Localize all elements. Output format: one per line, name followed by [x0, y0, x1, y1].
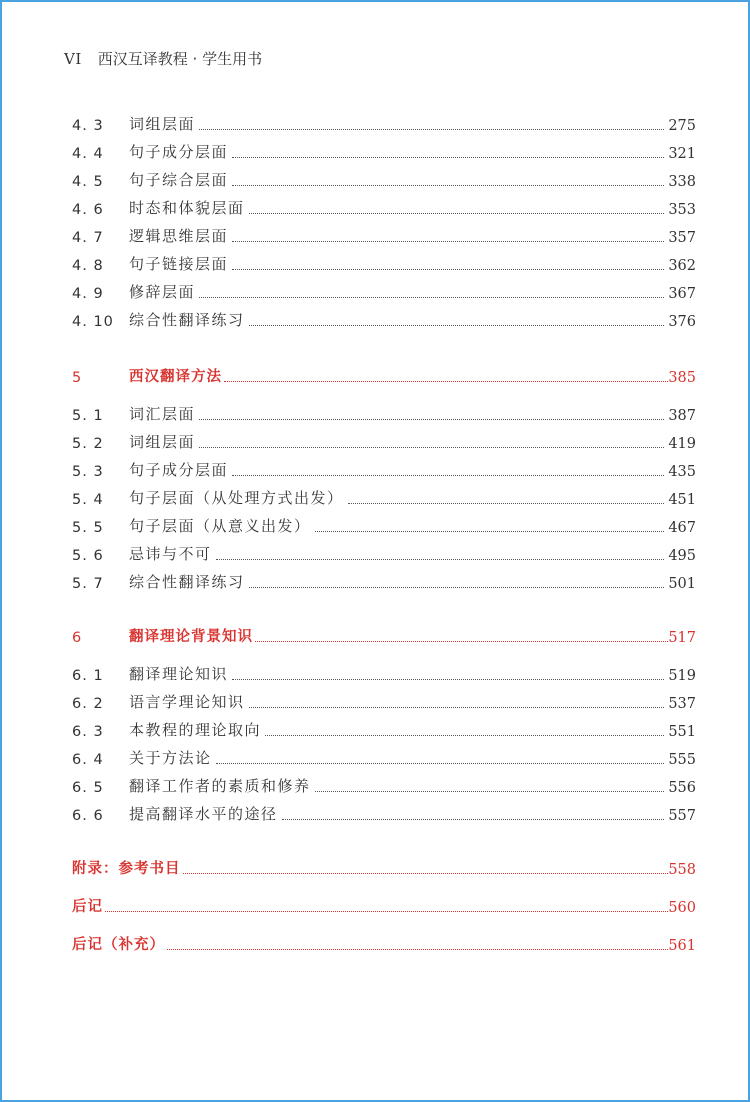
dot-leader	[199, 447, 664, 448]
dot-leader	[232, 185, 664, 186]
toc-entry-title: 综合性翻译练习	[129, 573, 245, 591]
dot-leader	[224, 381, 668, 382]
toc-entry[interactable]	[72, 194, 696, 218]
toc-entry-page: 435	[668, 464, 696, 480]
dot-leader	[232, 679, 664, 680]
toc-entry-title: 语言学理论知识	[129, 693, 245, 711]
chapter-page: 517	[668, 630, 696, 646]
chapter-page: 385	[668, 370, 696, 386]
toc-entry-number: 5. 3	[72, 464, 104, 480]
toc-entry-number: 6. 3	[72, 724, 104, 740]
toc-entry-number: 6. 1	[72, 668, 104, 684]
toc-entry-page: 321	[668, 146, 696, 162]
toc-entry-page: 387	[668, 408, 696, 424]
dot-leader	[232, 269, 664, 270]
dot-leader	[232, 241, 664, 242]
toc-entry-title: 句子综合层面	[129, 171, 229, 189]
toc-entry-number: 6. 5	[72, 780, 104, 796]
toc-entry-number: 4. 9	[72, 286, 104, 302]
toc-entry-number: 4. 8	[72, 258, 104, 274]
toc-chapter-6[interactable]	[72, 622, 696, 646]
toc-entry-number: 5. 1	[72, 408, 104, 424]
toc-entry-title: 句子层面（从处理方式出发）	[129, 489, 344, 507]
toc-entry-page: 353	[668, 202, 696, 218]
toc-entry-number: 5. 7	[72, 576, 104, 592]
toc-entry[interactable]	[72, 222, 696, 246]
toc-entry[interactable]	[72, 772, 696, 796]
dot-leader	[249, 587, 664, 588]
toc-entry-title: 翻译工作者的素质和修养	[129, 777, 311, 795]
toc-entry-page: 495	[668, 548, 696, 564]
dot-leader	[199, 419, 664, 420]
toc-entry-title: 综合性翻译练习	[129, 311, 245, 329]
toc-entry-title: 本教程的理论取向	[129, 721, 262, 739]
dot-leader	[315, 791, 664, 792]
toc-entry-page: 557	[668, 808, 696, 824]
toc-entry-page: 376	[668, 314, 696, 330]
header-book-title: 西汉互译教程 · 学生用书	[97, 50, 263, 68]
toc-entry[interactable]	[72, 568, 696, 592]
toc-entry-number: 4. 6	[72, 202, 104, 218]
toc-entry-number: 4. 3	[72, 118, 104, 134]
toc-entry-page: 275	[668, 118, 696, 134]
appendix-page: 558	[668, 862, 696, 878]
toc-chapter-5[interactable]	[72, 362, 696, 386]
toc-entry-number: 5. 6	[72, 548, 104, 564]
toc-entry-number: 6. 2	[72, 696, 104, 712]
toc-entry-page: 467	[668, 520, 696, 536]
running-header	[64, 48, 262, 69]
toc-entry-page: 367	[668, 286, 696, 302]
dot-leader	[105, 911, 668, 912]
toc-entry-page: 555	[668, 752, 696, 768]
toc-entry-page: 362	[668, 258, 696, 274]
toc-entry[interactable]	[72, 688, 696, 712]
toc-entry[interactable]	[72, 166, 696, 190]
toc-entry[interactable]	[72, 138, 696, 162]
toc-entry-title: 句子成分层面	[129, 143, 229, 161]
toc-entry-page: 537	[668, 696, 696, 712]
toc-entry-title: 词汇层面	[129, 405, 196, 423]
toc-entry-title: 翻译理论知识	[129, 665, 229, 683]
appendix-page: 561	[668, 938, 696, 954]
toc-entry[interactable]	[72, 540, 696, 564]
toc-entry-number: 5. 4	[72, 492, 104, 508]
toc-entry-title: 忌讳与不可	[129, 545, 212, 563]
toc-entry[interactable]	[72, 110, 696, 134]
dot-leader	[216, 763, 664, 764]
toc-entry-page: 357	[668, 230, 696, 246]
toc-entry[interactable]	[72, 484, 696, 508]
toc-entry[interactable]	[72, 400, 696, 424]
toc-entry[interactable]	[72, 428, 696, 452]
dot-leader	[249, 325, 664, 326]
dot-leader	[232, 475, 664, 476]
toc-entry-title: 时态和体貌层面	[129, 199, 245, 217]
toc-entry-title: 句子成分层面	[129, 461, 229, 479]
toc-entry-number: 6. 6	[72, 808, 104, 824]
dot-leader	[249, 707, 664, 708]
toc-entry-page: 556	[668, 780, 696, 796]
toc-entry-title: 句子层面（从意义出发）	[129, 517, 311, 535]
toc-entry-number: 4. 5	[72, 174, 104, 190]
dot-leader	[282, 819, 664, 820]
header-page-numeral: VI	[64, 49, 82, 68]
toc-entry-page: 419	[668, 436, 696, 452]
toc-entry-title: 提高翻译水平的途径	[129, 805, 278, 823]
dot-leader	[255, 641, 668, 642]
appendix-page: 560	[668, 900, 696, 916]
appendix-title: 附录：参考书目	[72, 861, 181, 877]
appendix-title: 后记（补充）	[72, 937, 165, 953]
toc-entry-title: 修辞层面	[129, 283, 196, 301]
toc-entry-page: 338	[668, 174, 696, 190]
toc-entry-number: 4. 7	[72, 230, 104, 246]
dot-leader	[265, 735, 664, 736]
toc-entry-page: 501	[668, 576, 696, 592]
toc-entry-page: 519	[668, 668, 696, 684]
toc-appendix-bibliography[interactable]	[72, 854, 696, 878]
dot-leader	[216, 559, 664, 560]
toc-afterword[interactable]	[72, 892, 696, 916]
chapter-title: 西汉翻译方法	[129, 369, 222, 385]
dot-leader	[183, 873, 669, 874]
toc-entry-number: 5. 5	[72, 520, 104, 536]
toc-entry[interactable]	[72, 744, 696, 768]
toc-entry[interactable]	[72, 716, 696, 740]
chapter-number: 5	[72, 370, 83, 386]
toc-entry-number: 4. 10	[72, 314, 114, 330]
toc-entry-title: 逻辑思维层面	[129, 227, 229, 245]
dot-leader	[199, 129, 664, 130]
toc-entry-number: 6. 4	[72, 752, 104, 768]
toc-entry-title: 关于方法论	[129, 749, 212, 767]
toc-entry-page: 451	[668, 492, 696, 508]
dot-leader	[315, 531, 664, 532]
toc-entry-title: 词组层面	[129, 433, 196, 451]
toc-entry[interactable]	[72, 250, 696, 274]
appendix-title: 后记	[72, 899, 103, 915]
toc-entry[interactable]	[72, 278, 696, 302]
toc-entry[interactable]	[72, 660, 696, 684]
toc-entry-page: 551	[668, 724, 696, 740]
chapter-number: 6	[72, 630, 83, 646]
dot-leader	[199, 297, 664, 298]
toc-entry-title: 句子链接层面	[129, 255, 229, 273]
toc-entry-number: 4. 4	[72, 146, 104, 162]
chapter-title: 翻译理论背景知识	[129, 629, 253, 645]
toc-entry-number: 5. 2	[72, 436, 104, 452]
toc-entry[interactable]	[72, 456, 696, 480]
toc-entry[interactable]	[72, 512, 696, 536]
toc-entry[interactable]	[72, 306, 696, 330]
toc-afterword-supplement[interactable]	[72, 930, 696, 954]
dot-leader	[249, 213, 664, 214]
dot-leader	[348, 503, 664, 504]
toc-entry[interactable]	[72, 800, 696, 824]
dot-leader	[232, 157, 664, 158]
toc-entry-title: 词组层面	[129, 115, 196, 133]
dot-leader	[167, 949, 668, 950]
